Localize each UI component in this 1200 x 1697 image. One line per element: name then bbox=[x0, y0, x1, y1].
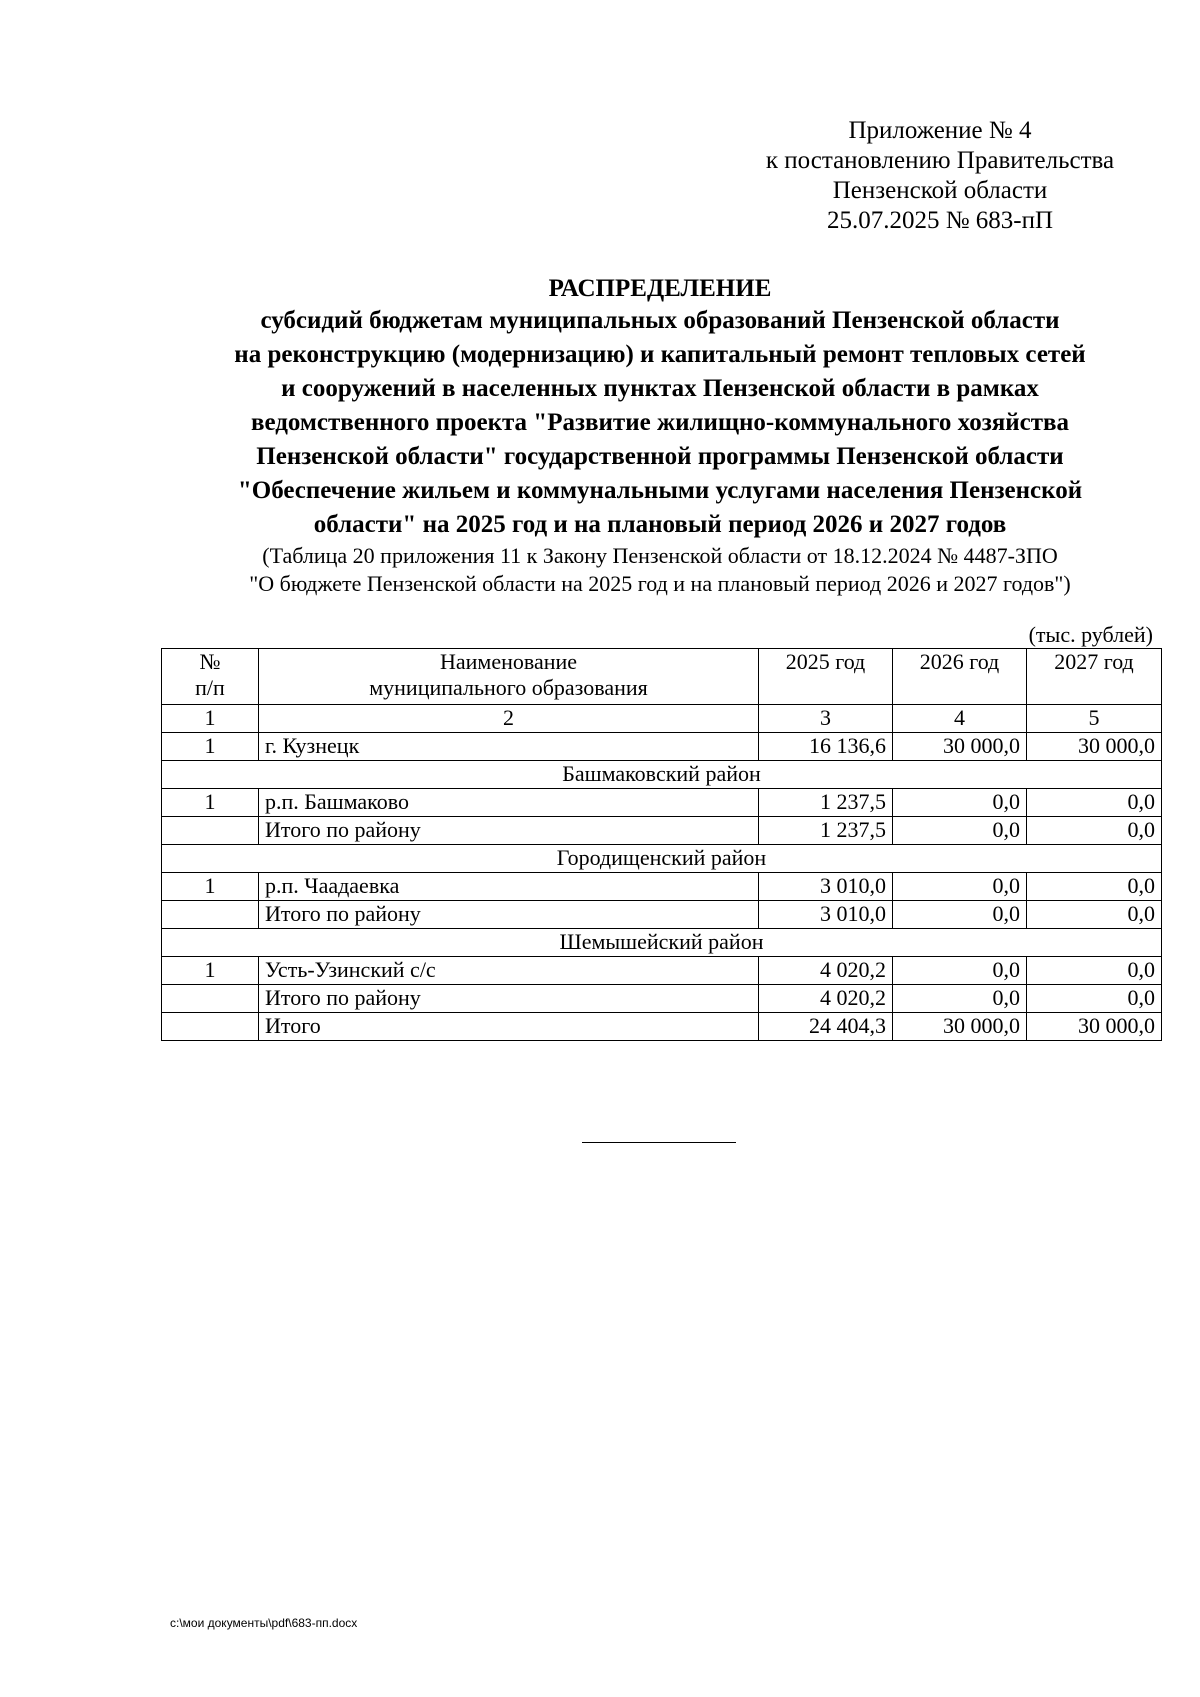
row-number: 1 bbox=[162, 733, 259, 761]
units-label: (тыс. рублей) bbox=[1028, 622, 1153, 647]
district-total-label: Итого по району bbox=[259, 817, 759, 845]
district-total-label: Итого по району bbox=[259, 901, 759, 929]
value-2025: 3 010,0 bbox=[759, 901, 893, 929]
district-header-row bbox=[162, 761, 1162, 789]
value-2027: 0,0 bbox=[1027, 957, 1162, 985]
grand-total-row bbox=[162, 1013, 1162, 1041]
municipality-name: р.п. Чаадаевка bbox=[259, 873, 759, 901]
value-2025: 24 404,3 bbox=[759, 1013, 893, 1041]
header-2026: 2026 год bbox=[893, 649, 1027, 705]
end-separator-line bbox=[582, 1142, 736, 1143]
district-name: Городищенский район bbox=[162, 845, 1162, 873]
value-2027: 0,0 bbox=[1027, 789, 1162, 817]
value-2026: 0,0 bbox=[893, 957, 1027, 985]
distribution-table bbox=[161, 648, 1162, 1041]
row-number: 1 bbox=[162, 789, 259, 817]
value-2025: 3 010,0 bbox=[759, 873, 893, 901]
table-header-row bbox=[162, 649, 1162, 705]
value-2026: 30 000,0 bbox=[893, 733, 1027, 761]
annex-reference: к постановлению Правительства bbox=[765, 147, 1115, 174]
table-row bbox=[162, 873, 1162, 901]
municipality-name: г. Кузнецк bbox=[259, 733, 759, 761]
source-note-line: "О бюджете Пензенской области на 2025 год и на плановый период 2026 и 2027 годов") bbox=[249, 571, 1071, 596]
header-2025: 2025 год bbox=[759, 649, 893, 705]
title-line: и сооружений в населенных пунктах Пензенской области в рамках bbox=[281, 375, 1039, 402]
column-number: 3 bbox=[759, 705, 893, 733]
file-path-footer: c:\мои документы\pdf\683-пп.docx bbox=[170, 1616, 358, 1630]
value-2025: 16 136,6 bbox=[759, 733, 893, 761]
header-name: Наименование муниципального образования bbox=[259, 649, 759, 705]
grand-total-label: Итого bbox=[259, 1013, 759, 1041]
district-total-label: Итого по району bbox=[259, 985, 759, 1013]
title-line: на реконструкцию (модернизацию) и капитальный ремонт тепловых сетей bbox=[234, 341, 1086, 368]
column-number: 1 bbox=[162, 705, 259, 733]
column-number-row bbox=[162, 705, 1162, 733]
value-2026: 0,0 bbox=[893, 873, 1027, 901]
district-name: Шемышейский район bbox=[162, 929, 1162, 957]
source-note-line: (Таблица 20 приложения 11 к Закону Пензенской области от 18.12.2024 № 4487-ЗПО bbox=[262, 543, 1058, 568]
annex-date-number: 25.07.2025 № 683-пП bbox=[826, 207, 1054, 234]
district-total-row bbox=[162, 901, 1162, 929]
table-row bbox=[162, 789, 1162, 817]
value-2027: 0,0 bbox=[1027, 985, 1162, 1013]
district-header-row bbox=[162, 929, 1162, 957]
municipality-name: Усть-Узинский с/с bbox=[259, 957, 759, 985]
document-title-block bbox=[150, 274, 1170, 598]
header-2027: 2027 год bbox=[1027, 649, 1162, 705]
title-line: Пензенской области" государственной программы Пензенской области bbox=[256, 443, 1064, 470]
document-heading: РАСПРЕДЕЛЕНИЕ bbox=[548, 275, 772, 302]
header-number: № п/п bbox=[162, 649, 259, 705]
annex-region: Пензенской области bbox=[832, 177, 1048, 204]
district-total-row bbox=[162, 985, 1162, 1013]
value-2026: 30 000,0 bbox=[893, 1013, 1027, 1041]
value-2025: 4 020,2 bbox=[759, 985, 893, 1013]
empty-cell bbox=[162, 985, 259, 1013]
value-2026: 0,0 bbox=[893, 789, 1027, 817]
value-2027: 30 000,0 bbox=[1027, 1013, 1162, 1041]
value-2027: 30 000,0 bbox=[1027, 733, 1162, 761]
value-2026: 0,0 bbox=[893, 901, 1027, 929]
column-number: 5 bbox=[1027, 705, 1162, 733]
value-2026: 0,0 bbox=[893, 817, 1027, 845]
annex-header bbox=[740, 116, 1140, 236]
table-row bbox=[162, 733, 1162, 761]
municipality-name: р.п. Башмаково bbox=[259, 789, 759, 817]
annex-number: Приложение № 4 bbox=[848, 117, 1032, 144]
title-line: области" на 2025 год и на плановый период 2026 и 2027 годов bbox=[313, 511, 1007, 538]
value-2025: 4 020,2 bbox=[759, 957, 893, 985]
title-line: субсидий бюджетам муниципальных образований Пензенской области bbox=[260, 307, 1060, 334]
column-number: 2 bbox=[259, 705, 759, 733]
value-2026: 0,0 bbox=[893, 985, 1027, 1013]
title-line: "Обеспечение жильем и коммунальными услугами населения Пензенской bbox=[237, 477, 1083, 504]
row-number: 1 bbox=[162, 873, 259, 901]
empty-cell bbox=[162, 1013, 259, 1041]
value-2025: 1 237,5 bbox=[759, 789, 893, 817]
value-2027: 0,0 bbox=[1027, 873, 1162, 901]
title-line: ведомственного проекта "Развитие жилищно-коммунального хозяйства bbox=[250, 409, 1070, 436]
empty-cell bbox=[162, 817, 259, 845]
column-number: 4 bbox=[893, 705, 1027, 733]
empty-cell bbox=[162, 901, 259, 929]
district-name: Башмаковский район bbox=[162, 761, 1162, 789]
value-2025: 1 237,5 bbox=[759, 817, 893, 845]
table-row bbox=[162, 957, 1162, 985]
district-header-row bbox=[162, 845, 1162, 873]
row-number: 1 bbox=[162, 957, 259, 985]
value-2027: 0,0 bbox=[1027, 817, 1162, 845]
value-2027: 0,0 bbox=[1027, 901, 1162, 929]
district-total-row bbox=[162, 817, 1162, 845]
